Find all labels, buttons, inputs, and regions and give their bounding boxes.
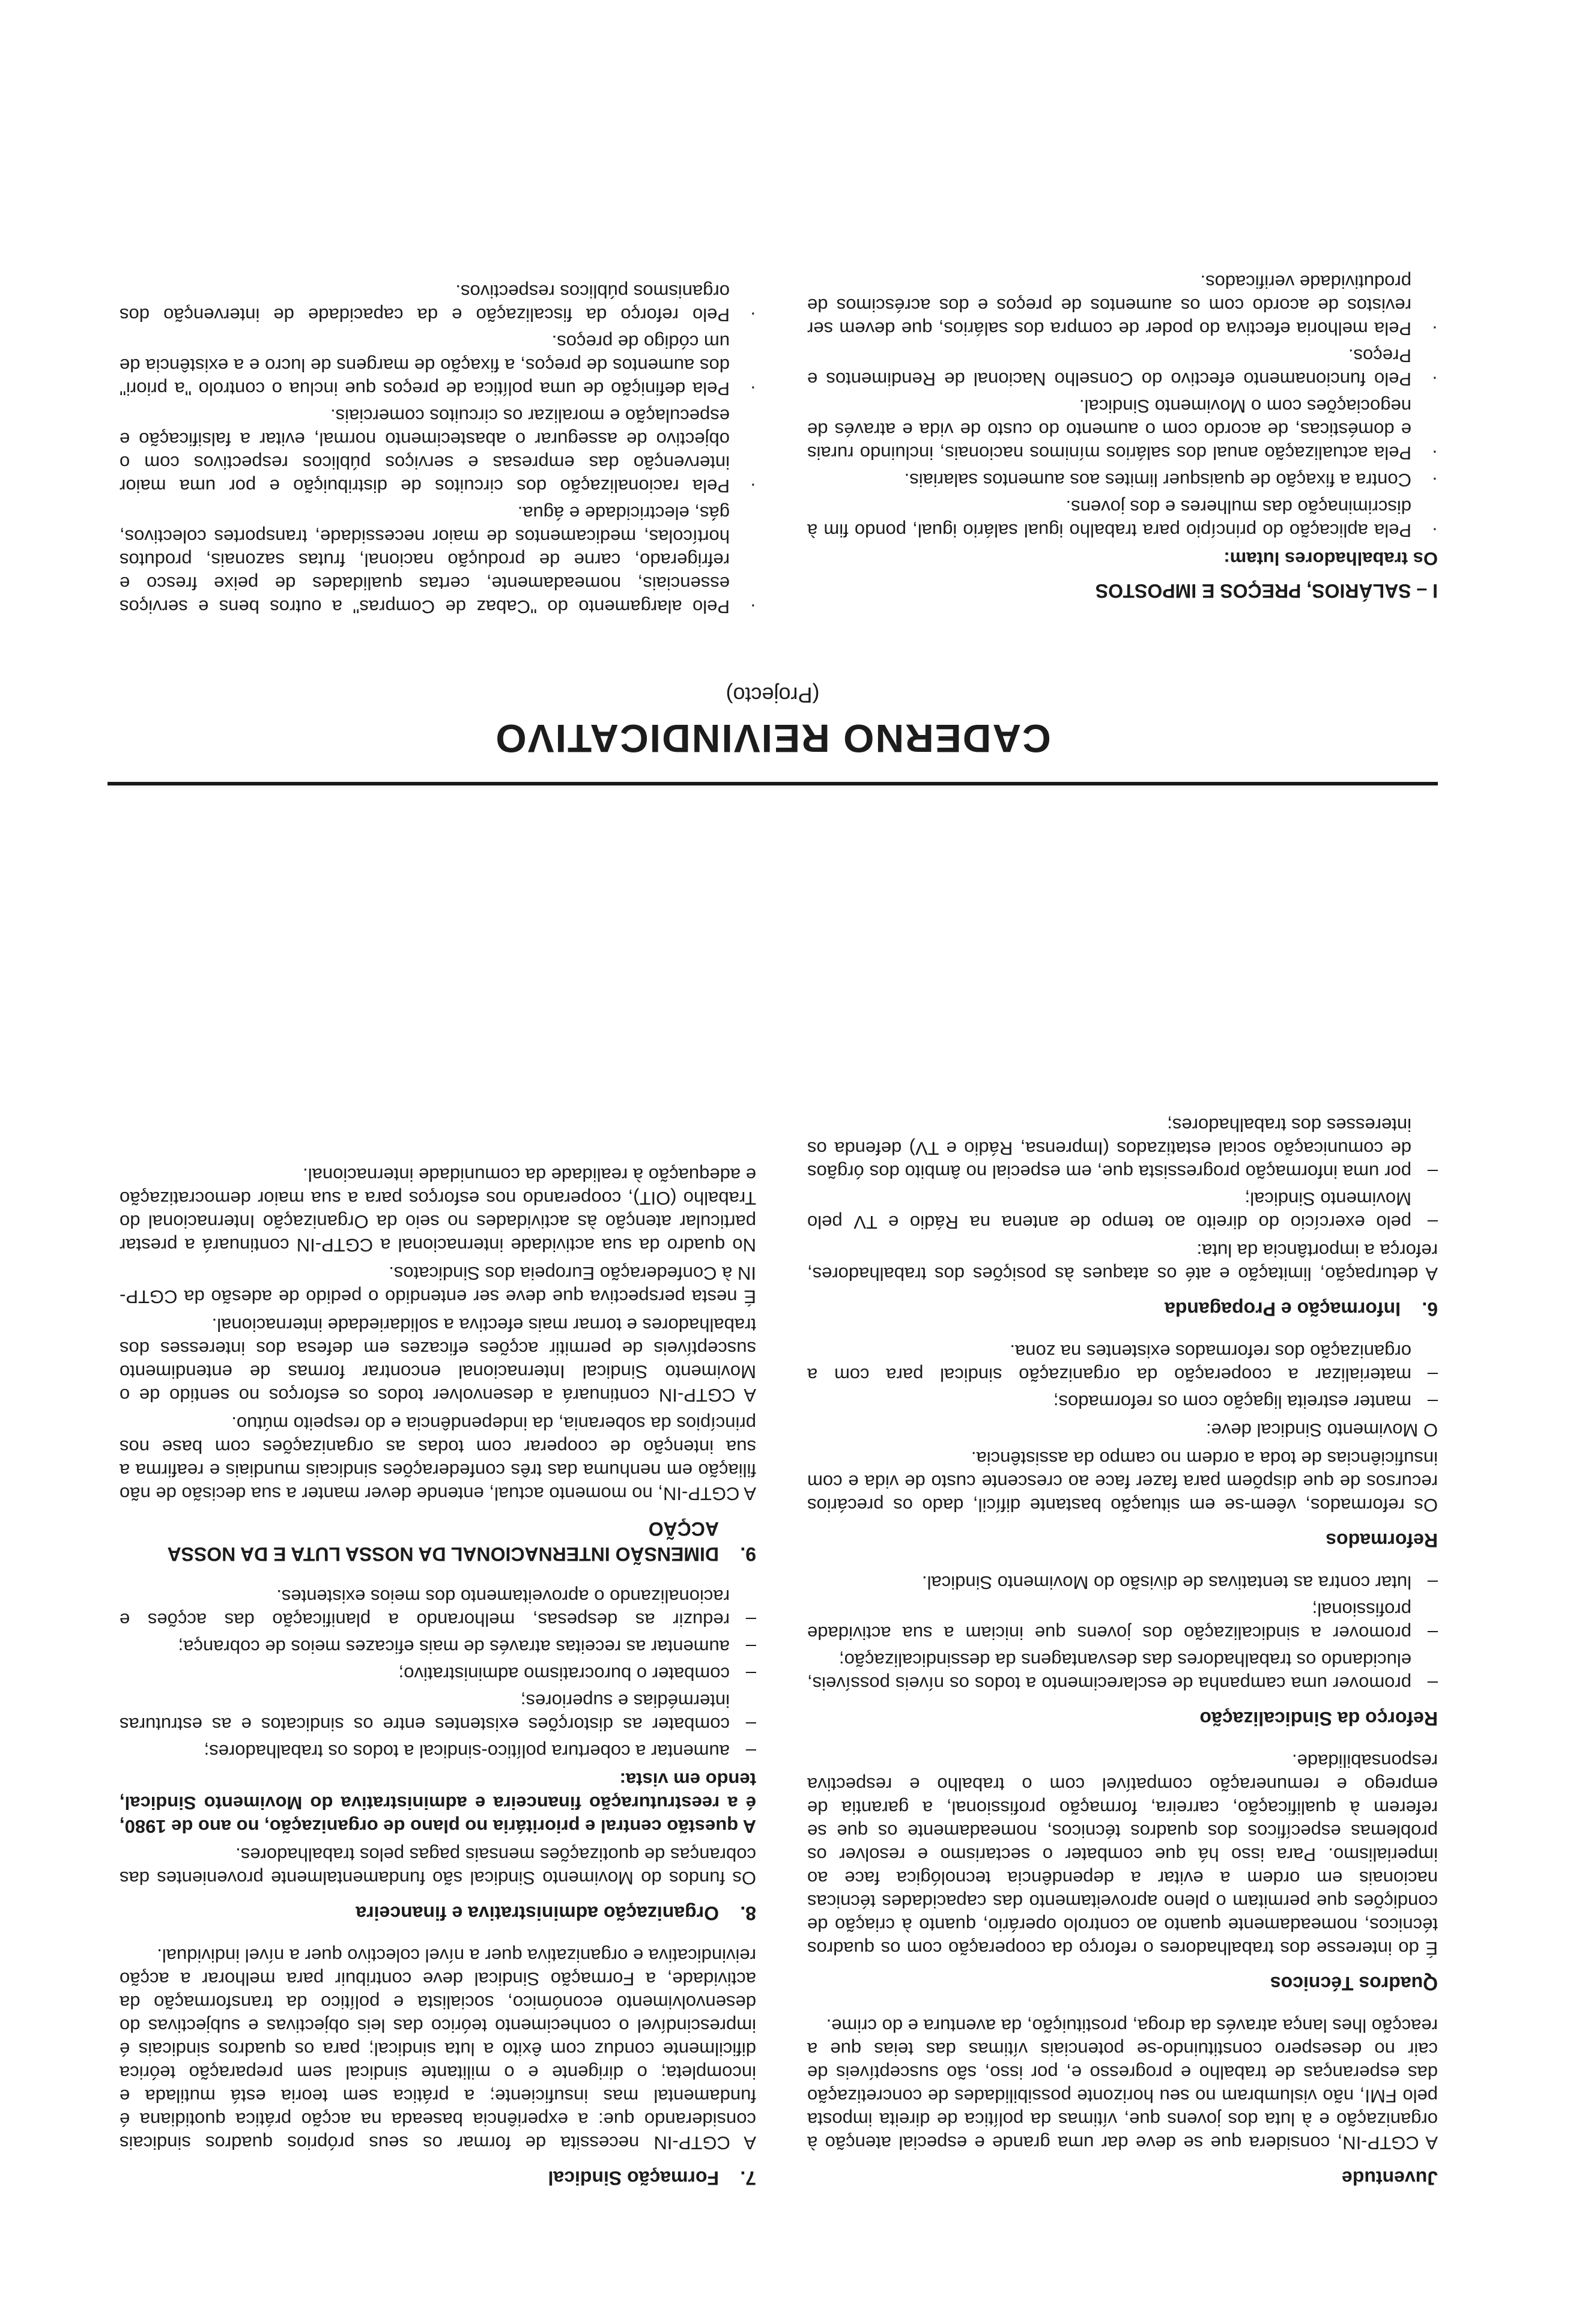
- section-number: 8.: [740, 1902, 756, 1924]
- list-item: · Pelo funcionamento efectivo do Conselho Nacional de Rendimentos e Preços.: [807, 345, 1438, 390]
- list-item: · Pela actualização anual dos salários mínimos nacionais, incluindo rurais e domésticas, de acordo com o aumento do custo de vida e através de negociações com o Movimento Sindical.: [807, 396, 1438, 464]
- list-item-text: Pelo reforço da fiscalização e da capacidade de intervenção dos organismos públicos respectivos.: [120, 281, 730, 325]
- salarios-intro: Os trabalhadores lutam:: [1223, 548, 1438, 569]
- list-item-text: Pela racionalização dos circuitos de distribuição e por uma maior intervenção das empresas e serviços públicos respectivos com o objectivo de assegurar o abastecimento normal, evitar a falsificação e especulação e moralizar os circuitos comerciais.: [120, 405, 730, 497]
- page-header: [108, 663, 1438, 763]
- list-item-text: pelo exercício do direito ao tempo de antena na Rádio e TV pelo Movimento Sindical;: [807, 1188, 1411, 1233]
- list-item-text: Pela melhoria efectiva do poder de compra dos salários, que devem ser revistos de acordo com os aumentos de preços e dos acréscimos de produtividade verificados.: [807, 271, 1411, 339]
- list-item-text: Pela actualização anual dos salários mínimos nacionais, incluindo rurais e domésticas, de acordo com o aumento do custo de vida e através de negociações com o Movimento Sindical.: [807, 396, 1411, 464]
- quadros-tecnicos-text: É do interesse dos trabalhadores o reforço da cooperação com os quadros técnicos, nomeadamente quanto ao controlo operário, quanto à criação de condições que permitam o pleno aproveitamento das capacidades técnicas nacionais em ordem a evitar a dependência tecnológica face ao imperialismo. Para isso há que combater o sectarismo e resolver os problemas específicos dos quadros técnicos, nomeadamente os que se referem à qualificação, carreira, formação profissional, a garantia de emprego e remuneração compatível com o trabalho e respectiva responsabilidade.: [807, 1751, 1438, 1959]
- organizacao-bold-text: A questão central e prioritária no plano de organização, no ano de 1980, é a reestruturação financeira e administrativa do Movimento Sindical, tendo em vista:: [120, 1769, 756, 1837]
- section-number: 7.: [740, 2167, 756, 2189]
- list-item: – combater as distorções existentes entre os sindicatos e as estruturas intermédias e superiores;: [120, 1690, 756, 1735]
- heading-informacao-propaganda: [807, 1297, 1438, 1322]
- list-item: – promover uma campanha de esclarecimento a todos os níveis possíveis, elucidando os trabalhadores das desvantagens da dessindicalização;: [807, 1650, 1438, 1694]
- list-item-text: Pelo funcionamento efectivo do Conselho Nacional de Rendimentos e Preços.: [807, 345, 1411, 390]
- list-item-text: combater as distorções existentes entre os sindicatos e as estruturas intermédias e superiores;: [120, 1690, 730, 1735]
- dimensao-paragraph: A CGTP-IN, no momento actual, entende dever manter a sua decisão de não filiação em nenhuma das três confederações sindicais mundiais e reafirma a sua intenção de cooperar com todas as organizações com base nos princípios da soberania, da independência e do respeito mútuo.: [120, 1413, 756, 1504]
- heading-salarios-precos-impostos: I – SALÁRIOS, PREÇOS E IMPOSTOS: [1095, 580, 1438, 602]
- section-title: Informação e Propaganda: [1165, 1298, 1401, 1320]
- list-item-text: Pelo alargamento do "Cabaz de Compras" a outros bens e serviços essenciais, nomeadamente, certas qualidades de peixe fresco e refrigerado, carne de produção nacional, frutas sazonais, produtos hortícolas, medicamentos de maior necessidade, transportes colectivos, gás, electricidade e água.: [120, 503, 730, 617]
- informacao-text: A deturpação, limitação e até os ataques às posições dos trabalhadores, reforça a importância da luta:: [807, 1240, 1438, 1285]
- heading-reforco-sindicalizacao: Reforço da Sindicalização: [1199, 1708, 1438, 1729]
- juventude-text: A CGTP-IN, considera que se deve dar uma grande e especial atenção à organização e à luta dos jovens que, vítimas da política de direita imposta pelo FMI, não vislumbram no seu horizonte possibilidades de concretização das esperanças de trabalho e progresso e, por isso, são susceptíveis de cair no desespero constituindo-se potenciais vítimas das teias que a reacção lhes lança através da droga, prostituição, da aventura e do crime.: [807, 2015, 1438, 2153]
- list-item: · Pela aplicação do princípio para trabalho igual salário igual, pondo fim à discriminação das mulheres e dos jovens.: [807, 497, 1438, 541]
- list-item-text: Pela aplicação do princípio para trabalho igual salário igual, pondo fim à discriminação das mulheres e dos jovens.: [807, 497, 1411, 541]
- dimensao-paragraph: A CGTP-IN continuará a desenvolver todos os esforços no sentido de o Movimento Sindical Internacional encontrar formas de entendimento susceptíveis de permitir acções eficazes em defesa dos interesses dos trabalhadores e tornar mais efectiva a solidariedade internacional.: [120, 1315, 756, 1406]
- reformados-text: Os reformados, vêem-se em situação bastante difícil, dado os precários recursos de que dispõem para fazer face ao crescente custo de vida e com insuficiências de toda a ordem no campo da assistência.: [807, 1448, 1438, 1516]
- horizontal-divider: [108, 782, 1438, 785]
- list-item: · Pela definição de uma política de preços que inclua o controlo "a priori" dos aumentos de preços, a fixação de margens de lucro e a existência de um código de preços.: [120, 331, 756, 399]
- section-title: Organização administrativa e financeira: [356, 1902, 719, 1924]
- column-bottom-left: [807, 267, 1438, 619]
- list-item: · Pela racionalização dos circuitos de distribuição e por uma maior intervenção das empresas e serviços públicos respectivos com o objectivo de assegurar o abastecimento normal, evitar a falsificação e especulação e moralizar os circuitos comerciais.: [120, 405, 756, 497]
- list-item-text: aumentar as receitas através de mais eficazes meios de cobrança;: [178, 1636, 730, 1657]
- column-bottom-right: [120, 276, 756, 619]
- list-item-text: lutar contra as tentativas de divisão do Movimento Sindical.: [921, 1572, 1411, 1593]
- heading-organizacao-financeira: [120, 1901, 756, 1926]
- list-item: – lutar contra as tentativas de divisão do Movimento Sindical.: [921, 1572, 1438, 1593]
- list-item: – materializar a cooperação da organização sindical para com a organização dos reformados existentes na zona.: [807, 1341, 1438, 1385]
- list-item: – reduzir as despesas, melhorando a planificação das acções e racionalizando o aproveitamento dos meios existentes.: [120, 1586, 756, 1630]
- formacao-text: A CGTP-IN necessita de formar os seus próprios quadros sindicais considerando que: a experiência baseada na acção prática quotidiana é fundamental mas insuficiente; a prática sem teoria está mutilada e incompleta; o dirigente e o militante sindical sem preparação teórica dificilmente conduz com êxito a luta sindical; para os quadros sindicais é imprescindível o conhecimento teórico das leis objectivas e subjectivas do desenvolvimento económico, socialista e político da transformação da actividade, a Formação Sindical deve contribuir para melhorar a acção reivindicativa e organizativa quer a nível colectivo quer a nível individual.: [120, 1945, 756, 2153]
- list-item: – manter estreita ligação com os reformados;: [1053, 1391, 1438, 1412]
- heading-reformados: Reformados: [1326, 1530, 1438, 1551]
- list-item-text: promover a sindicalização dos jovens que iniciam a sua actividade profissional;: [807, 1599, 1411, 1644]
- list-item: – combater o burocratismo administrativo;: [398, 1663, 756, 1684]
- section-number: 9.: [740, 1543, 756, 1565]
- dimensao-paragraph: No quadro da sua actividade internacional a CGTP-IN continuará a prestar particular atenção às actividades no seio da Organização Internacional do Trabalho (OIT), cooperando nos esforços para a sua maior democratização e adequação à realidade da comunidade internacional.: [120, 1164, 756, 1256]
- list-item: · Pelo reforço da fiscalização e da capacidade de intervenção dos organismos públicos respectivos.: [120, 281, 756, 325]
- organizacao-text: Os fundos do Movimento Sindical são fundamentalmente provenientes das cobranças de quotizações mensais pagas pelos trabalhadores.: [120, 1844, 756, 1889]
- list-item-text: aumentar a cobertura político-sindical a todos os trabalhadores;: [204, 1741, 730, 1762]
- column-top-left: [807, 1110, 1438, 2191]
- list-item: · Pela melhoria efectiva do poder de compra dos salários, que devem ser revistos de acordo com os aumentos de preços e dos acréscimos de produtividade verificados.: [807, 271, 1438, 339]
- reformados-intro: O Movimento Sindical deve:: [1206, 1420, 1438, 1441]
- list-item-text: Pela definição de uma política de preços que inclua o controlo "a priori" dos aumentos de preços, a fixação de margens de lucro e a existência de um código de preços.: [120, 331, 730, 399]
- section-number: 6.: [1422, 1298, 1438, 1320]
- section-title: Formação Sindical: [548, 2167, 719, 2189]
- section-title: DIMENSÃO INTERNACIONAL DA NOSSA LUTA E DA NOSSA ACÇÃO: [168, 1518, 719, 1565]
- heading-juventude: Juventude: [1341, 2167, 1438, 2189]
- list-item-text: manter estreita ligação com os reformados;: [1053, 1391, 1411, 1412]
- page-title: CADERNO REIVINDICATIVO: [494, 716, 1051, 761]
- list-item-text: combater o burocratismo administrativo;: [398, 1663, 730, 1684]
- list-item-text: Contra a fixação de quaisquer limites aos aumentos salariais.: [904, 470, 1411, 491]
- list-item-text: por uma informação progressista que, em especial no âmbito dos órgãos de comunicação social estatizados (Imprensa, Rádio e TV) defenda os interesses dos trabalhadores;: [807, 1115, 1411, 1182]
- list-item: – pelo exercício do direito ao tempo de antena na Rádio e TV pelo Movimento Sindical;: [807, 1188, 1438, 1233]
- list-item: · Contra a fixação de quaisquer limites aos aumentos salariais.: [904, 470, 1438, 491]
- list-item: – aumentar as receitas através de mais eficazes meios de cobrança;: [178, 1636, 756, 1657]
- heading-quadros-tecnicos: Quadros Técnicos: [1270, 1973, 1438, 1994]
- heading-formacao-sindical: [120, 2165, 756, 2191]
- page-subtitle: (Projecto): [726, 683, 820, 707]
- list-item-text: reduzir as despesas, melhorando a planificação das acções e racionalizando o aproveitamento dos meios existentes.: [120, 1586, 730, 1630]
- list-item-text: materializar a cooperação da organização sindical para com a organização dos reformados existentes na zona.: [807, 1341, 1411, 1385]
- list-item: – aumentar a cobertura político-sindical a todos os trabalhadores;: [204, 1741, 756, 1762]
- column-top-right: [120, 1158, 756, 2191]
- list-item: – promover a sindicalização dos jovens que iniciam a sua actividade profissional;: [807, 1599, 1438, 1644]
- dimensao-paragraph: É nesta perspectiva que deve ser entendido o pedido de adesão da CGTP-IN à Confederação Europeia dos Sindicatos.: [120, 1263, 756, 1307]
- list-item: – por uma informação progressista que, em especial no âmbito dos órgãos de comunicação social estatizados (Imprensa, Rádio e TV) defenda os interesses dos trabalhadores;: [807, 1115, 1438, 1182]
- heading-dimensao-internacional: [120, 1516, 756, 1567]
- list-item-text: promover uma campanha de esclarecimento a todos os níveis possíveis, elucidando os trabalhadores das desvantagens da dessindicalização;: [807, 1650, 1411, 1694]
- list-item: · Pelo alargamento do "Cabaz de Compras" a outros bens e serviços essenciais, nomeadamente, certas qualidades de peixe fresco e refrigerado, carne de produção nacional, frutas sazonais, produtos hortícolas, medicamentos de maior necessidade, transportes colectivos, gás, electricidade e água.: [120, 503, 756, 617]
